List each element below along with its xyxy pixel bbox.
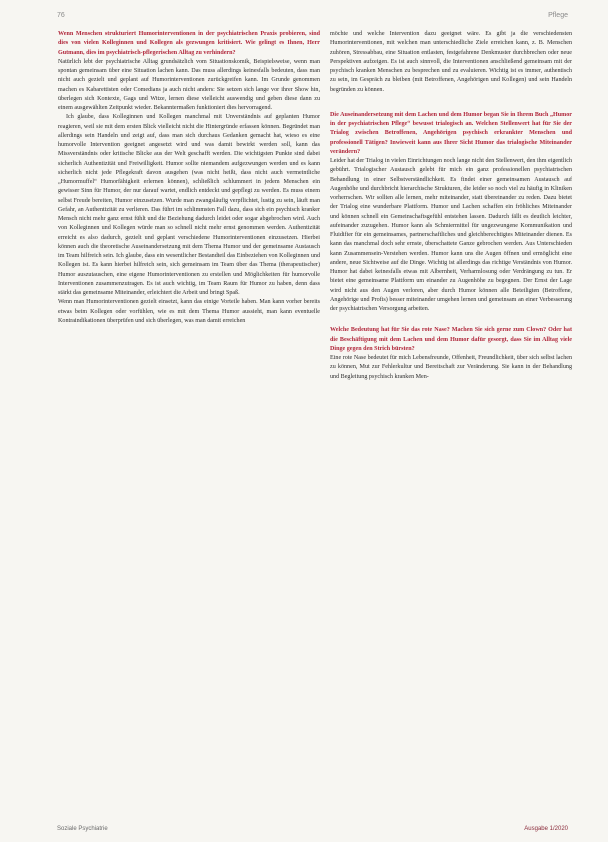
page-header [57, 10, 568, 24]
interview-question-2: Die Auseinandersetzung mit dem Lachen und dem Humor began Sie in Ihrem Buch „Humor in der psychiatrischen Pflege“ bewusst trialogisch an. Welchen Stellenwert hat für Sie der Trialog zwischen Betroffenen, Angehörigen psychisch erkrankter Menschen und professionell Tätigen? Inwieweit kann aus Ihrer Sicht Humor das trialogische Miteinander verändern? [330, 111, 572, 155]
answer-paragraph-3: Wenn man Humorinterventionen gezielt einsetzt, kann das einige Vorteile haben. Man kann vorher bereits etwas beim Kollegen oder vorfühlen, wie es mit dem Thema Humor aussieht, man kann eventuelle Kontraindikationen überprüfen und sich überlegen, was man damit erreichen [58, 299, 320, 324]
answer-paragraph-5: Eine rote Nase bedeutet für mich Lebensfreunde, Offenheit, Freundlichkeit, über sich selbst lachen zu können, Mut zur Fehlerkultur und Bereitschaft zur Veränderung. Sie kann in der Behandlung und Begleitung psychisch kranken Men- [330, 355, 572, 380]
issue-label: Ausgabe 1/2020 [524, 826, 568, 832]
page-number: 76 [57, 12, 65, 19]
journal-name: Soziale Psychiatrie [57, 826, 108, 832]
left-column [58, 30, 320, 810]
interview-question-3: Welche Bedeutung hat für Sie das rote Nase? Machen Sie sich gerne zum Clown? Oder hat die Beschäftigung mit dem Lachen und dem Humor dafür gesorgt, dass Sie im Alltag viele Dinge gegen den Strich bürsten? [330, 327, 572, 352]
section-label: Pflege [548, 12, 568, 19]
answer-paragraph-2: Ich glaube, dass Kolleginnen und Kollegen manchmal mit Unverständnis auf geplanten Humor reagieren, weil sie mit dem ersten Blick vielleicht nicht die Hintergründe erfassen können. Begründet man allerdings sein Handeln und zeigt auf, dass man sich durchaus Gedanken gemacht hat, wieso es eine humorvolle Intervention geeignet angesetzt wird und was damit bewirkt werden soll, kann das Missverständnis oder kritische Blicke aus der Welt geschafft werden. Die wichtigsten Punkte sind dabei sicherlich Authentizität und Freiwilligkeit. Humor sollte niemandem aufgezwungen werden und es kann sicherlich nicht jede Pflegekraft davon ausgehen (was nicht heißt, dass nicht auch vermeintliche „Humormuffel“ Humorfähigkeit erlernen können), schließlich schlummert in jedem Menschen ein gewisser Sinn für Humor, der nur darauf wartet, endlich entdeckt und gepflegt zu werden. Es muss einem selbst Freude bereiten, Humor einzusetzen. Wurde man zwangsläufig verpflichtet, lustig zu sein, läuft man Gefahr, an Authentizität zu verlieren. Das führt im schlimmsten Fall dazu, dass sich ein psychisch kranker Mensch nicht mehr ganz ernst fühlt und die Beziehung dadurch leidet oder sogar abgebrochen wird. Auch von Kolleginnen und Kollegen würde man so schnell nicht mehr ernst genommen werden. Authentizität erreicht es also dadurch, gezielt und geplant verschiedene Humorinterventionen einzusetzen. Hierbei können auch die theoretische Auseinandersetzung mit dem Thema Humor und der gemeinsame Austausch im Team hilfreich sein. Ich glaube, dass ein wesentlicher Bestandteil das Einbeziehen von Kolleginnen und Kollegen ist. Es kann hierbei hilfreich sein, sich gemeinsam im Team über das Thema (therapeutischer) Humor auszutauschen, eine eigene Humorinterventionen zu erstellen und Möglichkeiten für humorvolle Interventionen zusammenzutragen. Es ist auch wichtig, im Team Raum für Humor zu haben, denn dass stärkt das gemeinsame Miteinander, erleichtert die Arbeit und bringt Spaß. [58, 114, 320, 296]
answer-paragraph-1: Natürlich lebt der psychiatrische Alltag grundsätzlich vom Situationskomik, Beispielsweise, wenn man spontan gemeinsam über eine Situation lachen kann. Das muss allerdings keinesfalls bedeuten, dass man nicht auch gezielt und geplant auf Humorinterventionen zurückgreifen kann. Im Grunde genommen machen es Kabarettisten oder Comedians ja auch nicht anders: Sie setzen sich lange vor ihrer Show hin, überlegen sich Kontexte, Gags und Witze, lernen diese vielleicht auswendig und geben diese dann zu einem ausgewählten Zeitpunkt wieder. Bekanntermaßen funktioniert dies hervorragend. [58, 58, 320, 111]
answer-paragraph-4: Leider hat der Trialog in vielen Einrichtungen noch lange nicht den Stellenwert, den ihm eigentlich gebührt. Trialogischer Austausch gelebt für mich ein ganz professionellen psychiatrischen Behandlung in einer Selbstverständlichkeit. Es findet einer gemeinsamen Austausch auf Augenhöhe und durchbricht hierarchische Strukturen, die leider so noch viel zu häufig in Kliniken vorherrschen. Wir sollten alle lernen, mehr miteinander, statt übereinander zu reden. Dazu bietet der Trialog eine wunderbare Plattform. Humor und Lachen schaffen ein fröhliches Miteinander und können schnell ein Gemeinschaftsgefühl entstehen lassen. Dadurch fällt es deutlich leichter, aufeinander zuzugehen. Humor kann als Schmiermittel für ungezwungene Kommunikation und Fluidifier für ein gemeinsames, partnerschaftliches und gleichberechtigtes Miteinander dienen. Es kann das manchmal doch sehr ernste, überschattete Ganze gebrochen werden. Aus Unterschieden kann Zusammensein-Verstehen werden. Humor kann uns die Augen öffnen und ermöglicht eine andere, neue Sichtweise auf die Dinge. Wichtig ist allerdings das richtige Verständnis von Humor. Humor hat dabei keinesfalls etwas mit Albernheit, Verharmlosung oder Verdrängung zu tun. Er bietet eine gemeinsame Plattform um einander zu Augenhöhe zu begegnen. Der Ernst der Lage wird nicht aus den Augen verloren, aber durch Humor können alle Beteiligten (Betroffene, Angehörige und Profis) besser miteinander umgehen lernen und gemeinsam an einer Verbesserung der psychiatrischen Versorgung arbeiten. [330, 158, 572, 312]
right-column [330, 30, 572, 810]
answer-paragraph-continued: möchte und welche Intervention dazu geeignet wäre. Es gibt ja die verschiedensten Humorinterventionen, mit welchen man unterschiedliche Ziele erreichen kann, z. B. Menschen zuhören, Stressabbau, eine Situation entlasten, festgefahrene Denkmuster durchbrechen oder neue Perspektiven aufzeigen. Es ist auch sinnvoll, die Interventionen anschließend gemeinsam mit der psychisch kranken Menschen zu besprechen und zu evaluieren. Wichtig ist es immer, authentisch zu sein, im Gespräch zu bleiben (mit Betroffenen, Angehörigen und Kollegen) und sein Handeln begründen zu können. [330, 31, 572, 93]
interview-question-1: Wenn Menschen strukturiert Humorinterventionen in der psychiatrischen Praxis probieren, sind dies von vielen Kolleginnen und Kollegen als gezwungen kritisiert. Wie gelingt es Ihnen, Herr Gutmann, dies im psychiatrisch-pflegerischen Alltag zu verhindern? [58, 31, 320, 56]
page-footer [57, 826, 568, 836]
